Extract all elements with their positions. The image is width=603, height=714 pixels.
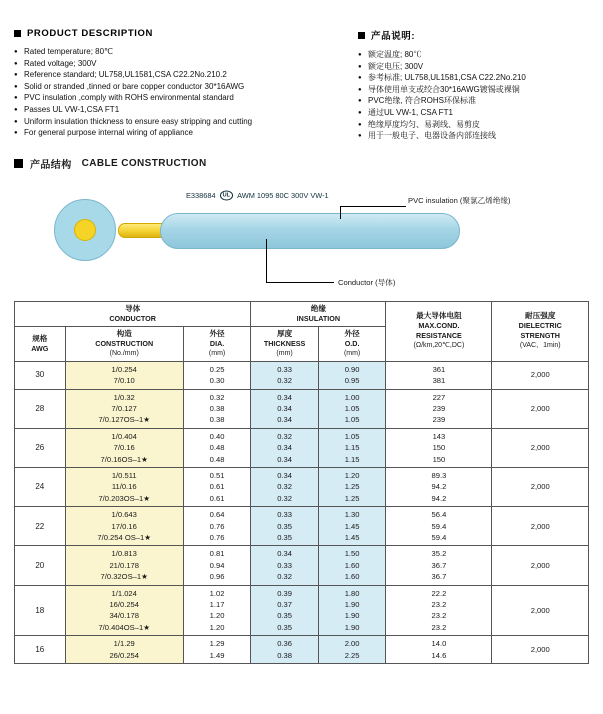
cell-thickness: 0.39 0.37 0.35 0.35 xyxy=(251,585,319,636)
leader-line-vertical-conductor xyxy=(266,239,267,282)
cell-construction: 1/0.254 7/0.10 xyxy=(65,361,183,389)
column-header-dia-en: DIA. xyxy=(209,338,225,348)
column-header-od-en: O.D. xyxy=(344,338,360,348)
cable-construction-heading xyxy=(14,156,603,171)
description-list-cn xyxy=(358,49,584,142)
cell-resistance: 361 381 xyxy=(386,361,492,389)
cable-surface-print xyxy=(186,191,329,201)
cell-awg: 20 xyxy=(15,546,66,585)
list-item: ● 额定电压; 300V xyxy=(358,61,584,73)
group-header-insulation-en: INSULATION xyxy=(296,313,341,323)
table-row xyxy=(15,468,589,507)
cell-awg: 16 xyxy=(15,636,66,664)
column-header-thickness-en: THICKNESS xyxy=(263,338,306,348)
cell-construction: 1/1.024 16/0.254 34/0.178 7/0.404OS–1★ xyxy=(65,585,183,636)
column-header-strength xyxy=(492,301,589,361)
column-header-strength-unit: (VAC、1min) xyxy=(519,342,561,350)
cell-resistance: 143 150 150 xyxy=(386,428,492,467)
label-pvc-insulation: PVC insulation (聚氯乙烯绝缘) xyxy=(408,195,511,205)
cable-cross-section-icon xyxy=(54,199,116,261)
table-header xyxy=(15,301,589,361)
table-row xyxy=(15,507,589,546)
cell-dia: 0.40 0.48 0.48 xyxy=(183,428,251,467)
cell-dia: 0.51 0.61 0.61 xyxy=(183,468,251,507)
column-header-resistance-cn: 最大导体电阻 xyxy=(416,311,462,321)
cell-od: 1.05 1.15 1.15 xyxy=(318,428,386,467)
table-row xyxy=(15,361,589,389)
group-header-insulation-cn: 绝缘 xyxy=(310,303,326,313)
cell-thickness: 0.34 0.33 0.32 xyxy=(251,546,319,585)
group-header-insulation xyxy=(251,301,386,326)
list-item: ● Rated temperature; 80℃ xyxy=(14,46,344,58)
table-row xyxy=(15,636,589,664)
column-header-resistance-en: MAX.COND. RESISTANCE xyxy=(416,321,462,341)
cable-print-suffix: AWM 1095 80C 300V VW-1 xyxy=(237,191,329,201)
group-header-conductor xyxy=(15,301,251,326)
cell-thickness: 0.33 0.32 xyxy=(251,361,319,389)
cell-strength: 2,000 xyxy=(492,389,589,428)
square-bullet-icon xyxy=(14,159,23,168)
square-bullet-icon xyxy=(358,32,365,39)
column-header-thickness-cn: 厚度 xyxy=(276,328,293,338)
cable-diagram xyxy=(0,177,603,297)
cable-construction-heading-en: CABLE CONSTRUCTION xyxy=(81,157,207,169)
conductor-core-icon xyxy=(74,219,96,241)
column-header-strength-cn: 耐压强度 xyxy=(525,311,556,321)
square-bullet-icon xyxy=(14,30,21,37)
cell-awg: 28 xyxy=(15,389,66,428)
cell-resistance: 22.2 23.2 23.2 23.2 xyxy=(386,585,492,636)
product-description-section xyxy=(0,0,603,142)
list-item: ● 参考标准; UL758,UL1581,CSA C22.2No.210 xyxy=(358,72,584,84)
cell-thickness: 0.34 0.32 0.32 xyxy=(251,468,319,507)
column-header-od xyxy=(318,326,386,361)
cell-awg: 24 xyxy=(15,468,66,507)
cell-dia: 1.02 1.17 1.20 1.20 xyxy=(183,585,251,636)
column-header-od-cn: 外径 xyxy=(344,328,360,338)
specification-table xyxy=(14,301,589,664)
list-item: ● Solid or stranded ,tinned or bare copper conductor 30*16AWG xyxy=(14,81,344,93)
list-item: ● 导体使用单支或绞合30*16AWG镀锡或裸铜 xyxy=(358,84,584,96)
list-item: ● PVC insulation ,comply with ROHS environmental standard xyxy=(14,92,344,104)
table-body xyxy=(15,361,589,663)
column-header-dia xyxy=(183,326,251,361)
cell-construction: 1/0.643 17/0.16 7/0.254 OS–1★ xyxy=(65,507,183,546)
list-item: ● PVC绝缘, 符合ROHS环保标准 xyxy=(358,95,584,107)
table-row xyxy=(15,389,589,428)
list-item: ● 额定温度; 80℃ xyxy=(358,49,584,61)
column-header-thickness-unit: (mm) xyxy=(276,349,293,357)
cell-resistance: 14.0 14.6 xyxy=(386,636,492,664)
cell-awg: 18 xyxy=(15,585,66,636)
cell-od: 1.20 1.25 1.25 xyxy=(318,468,386,507)
group-header-conductor-cn: 导体 xyxy=(125,303,141,313)
list-item: ● 用于一般电子、电器设备内部连接线 xyxy=(358,130,584,142)
leader-line-vertical-insulation xyxy=(340,207,341,219)
cell-od: 2.00 2.25 xyxy=(318,636,386,664)
table-row xyxy=(15,546,589,585)
leader-line-horizontal-conductor xyxy=(266,282,334,283)
column-header-construction-en: CONSTRUCTION xyxy=(95,338,154,348)
table-row xyxy=(15,585,589,636)
cell-od: 1.50 1.60 1.60 xyxy=(318,546,386,585)
list-item: ● Rated voltage; 300V xyxy=(14,58,344,70)
cell-construction: 1/0.404 7/0.16 7/0.16OS–1★ xyxy=(65,428,183,467)
list-item: ● Passes UL VW-1,CSA FT1 xyxy=(14,104,344,116)
column-header-od-unit: (mm) xyxy=(343,349,361,357)
cell-strength: 2,000 xyxy=(492,468,589,507)
description-heading-en-text: PRODUCT DESCRIPTION xyxy=(27,28,153,39)
cell-thickness: 0.36 0.38 xyxy=(251,636,319,664)
list-item: ● 通过UL VW-1, CSA FT1 xyxy=(358,107,584,119)
cell-dia: 1.29 1.49 xyxy=(183,636,251,664)
cell-strength: 2,000 xyxy=(492,636,589,664)
group-header-conductor-en: CONDUCTOR xyxy=(109,313,156,323)
cell-dia: 0.25 0.30 xyxy=(183,361,251,389)
description-list-en xyxy=(14,46,344,139)
cell-construction: 1/1.29 26/0.254 xyxy=(65,636,183,664)
cell-resistance: 56.4 59.4 59.4 xyxy=(386,507,492,546)
column-header-construction xyxy=(65,326,183,361)
cell-resistance: 227 239 239 xyxy=(386,389,492,428)
list-item: ● For general purpose internal wiring of appliance xyxy=(14,127,344,139)
cell-strength: 2,000 xyxy=(492,585,589,636)
column-header-awg xyxy=(15,326,66,361)
cell-od: 1.00 1.05 1.05 xyxy=(318,389,386,428)
cell-thickness: 0.34 0.34 0.34 xyxy=(251,389,319,428)
cell-od: 1.30 1.45 1.45 xyxy=(318,507,386,546)
cell-awg: 30 xyxy=(15,361,66,389)
cell-dia: 0.64 0.76 0.76 xyxy=(183,507,251,546)
cell-resistance: 89.3 94.2 94.2 xyxy=(386,468,492,507)
cell-construction: 1/0.32 7/0.127 7/0.127OS–1★ xyxy=(65,389,183,428)
cable-print-prefix: E338684 xyxy=(186,191,216,201)
table-row xyxy=(15,428,589,467)
cell-strength: 2,000 xyxy=(492,361,589,389)
cable-construction-heading-cn: 产品结构 xyxy=(30,159,72,171)
cell-od: 0.90 0.95 xyxy=(318,361,386,389)
cell-construction: 1/0.511 11/0.16 7/0.203OS–1★ xyxy=(65,468,183,507)
description-heading-cn xyxy=(358,28,584,42)
cell-dia: 0.32 0.38 0.38 xyxy=(183,389,251,428)
column-header-dia-unit: (mm) xyxy=(208,349,226,357)
cell-thickness: 0.33 0.35 0.35 xyxy=(251,507,319,546)
list-item: ● Uniform insulation thickness to ensure easy stripping and cutting xyxy=(14,116,344,128)
list-item: ● 绝缘厚度均匀、易剥线、易剪皮 xyxy=(358,119,584,131)
column-header-awg-en: AWG xyxy=(31,343,49,353)
label-conductor: Conductor (导体) xyxy=(338,277,396,287)
column-header-construction-unit: (No./mm) xyxy=(109,349,139,357)
description-chinese-column xyxy=(344,28,584,142)
column-header-dia-cn: 外径 xyxy=(209,328,225,338)
column-header-awg-cn: 规格 xyxy=(32,333,48,343)
cell-dia: 0.81 0.94 0.96 xyxy=(183,546,251,585)
leader-line-horizontal-insulation xyxy=(340,206,406,207)
column-header-resistance-unit: (Ω/km,20℃,DC) xyxy=(413,342,465,350)
list-item: ● Reference standard; UL758,UL1581,CSA C22.2No.210.2 xyxy=(14,69,344,81)
table-group-header-row xyxy=(15,301,589,326)
description-english-column xyxy=(14,28,344,142)
description-heading-cn-text: 产品说明: xyxy=(371,31,416,42)
cell-strength: 2,000 xyxy=(492,507,589,546)
cell-resistance: 35.2 36.7 36.7 xyxy=(386,546,492,585)
column-header-construction-cn: 构造 xyxy=(116,328,132,338)
cell-awg: 26 xyxy=(15,428,66,467)
ul-logo-icon: UL xyxy=(220,190,233,200)
cell-strength: 2,000 xyxy=(492,546,589,585)
cell-strength: 2,000 xyxy=(492,428,589,467)
cell-od: 1.80 1.90 1.90 1.90 xyxy=(318,585,386,636)
cell-construction: 1/0.813 21/0.178 7/0.32OS–1★ xyxy=(65,546,183,585)
cable-body-icon xyxy=(160,213,460,249)
description-heading-en xyxy=(14,28,344,39)
cell-thickness: 0.32 0.34 0.34 xyxy=(251,428,319,467)
column-header-resistance xyxy=(386,301,492,361)
column-header-strength-en: DIELECTRIC STRENGTH xyxy=(518,321,562,341)
cell-awg: 22 xyxy=(15,507,66,546)
column-header-thickness xyxy=(251,326,319,361)
